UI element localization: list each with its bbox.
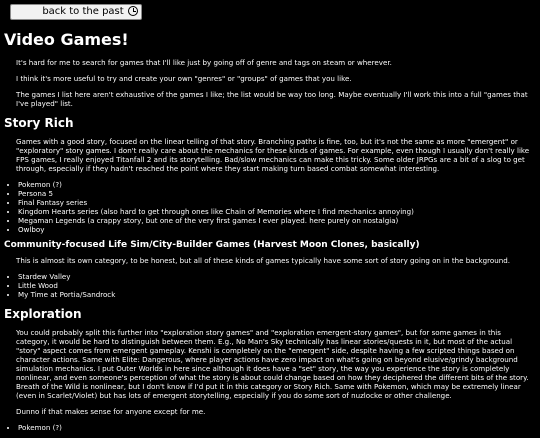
intro-paragraph-3: The games I list here aren't exhaustive of the games I like; the list would be way too long. Maybe eventually I'll work this into a full "games that I've played" list. [16,90,528,108]
list-item: • My Time at Portia/Sandrock [18,290,534,299]
list-item: • Persona 5 [18,189,534,198]
game-list-exploration [4,423,534,432]
list-item: • Pokemon (?) [18,180,534,189]
list-item: • Pokemon (?) [18,423,534,432]
intro-paragraph-1: It's hard for me to search for games that I'll like just by going off of genre and tags on steam or wherever. [16,58,392,67]
page-title: Video Games! [4,30,129,49]
list-item: • Owlboy [18,225,534,234]
list-item: • Megaman Legends (a crappy story, but one of the very first games I ever played. here purely on nostalgia) [18,216,534,225]
list-item: • Kingdom Hearts series (also hard to get through ones like Chain of Memories where I find mechanics annoying) [18,207,534,216]
list-item: • Stardew Valley [18,272,534,281]
section-paragraph: Games with a good story, focused on the linear telling of that story. Branching paths is fine, too, but it's not the same as more "emergent" or "exploratory" story games. I don't really care about the mechanics for these kinds of games. For example, even though I usually don't really like FPS games, I really enjoyed Titanfall 2 and its storytelling. Bad/slow mechanics can make this tricky. Some older JRPGs are a bit of a slog to get through, especially if they hadn't reached the point where they start making turn based combat somewhat interesting. [16,137,530,173]
clock-icon [128,6,138,16]
section-paragraph: You could probably split this further into "exploration story games" and "exploration emergent-story games", but for some games in this category, it would be hard to distinguish between them. E.g., No Man's Sky technically has linear stories/quests in it, but most of the actual "story" aspect comes from emergent gameplay. Kenshi is completely on the "emergent" side, despite having a few scripted things based on character actions. Same with Elite: Dangerous, where player actions have zero impact on what's going on beyond elusive/grindy background simulation mechanics. I put Outer Worlds in here since although it does have a "set" story, the way you experience the story is completely nonlinear, and even someone's perception of what the story is about could change based on how they deciphered the different bits of the story. Breath of the Wild is nonlinear, but I don't know if I'd put it in this category or Story Rich. Same with Pokemon, which may be extremely linear (even in Scarlet/Violet) but has lots of emergent storytelling, especially if you do some sort of nuzlocke or other challenge. [16,328,529,400]
game-list-life-sim [4,272,534,299]
section-title-story-rich: Story Rich [4,116,74,130]
game-list-story-rich [4,180,534,234]
back-to-the-past-button[interactable] [10,4,142,20]
intro-paragraph-2: I think it's more useful to try and create your own "genres" or "groups" of games that you like. [16,74,352,83]
back-button-label: back to the past [42,6,124,17]
main-content [4,30,534,438]
section-title-exploration: Exploration [4,307,82,321]
section-title-life-sim: Community-focused Life Sim/City-Builder Games (Harvest Moon Clones, basically) [4,240,420,250]
section-paragraph: This is almost its own category, to be honest, but all of these kinds of games typically have some sort of story going on in the background. [16,256,511,265]
section-paragraph: Dunno if that makes sense for anyone except for me. [16,407,206,416]
list-item: • Final Fantasy series [18,198,534,207]
list-item: • Little Wood [18,281,534,290]
